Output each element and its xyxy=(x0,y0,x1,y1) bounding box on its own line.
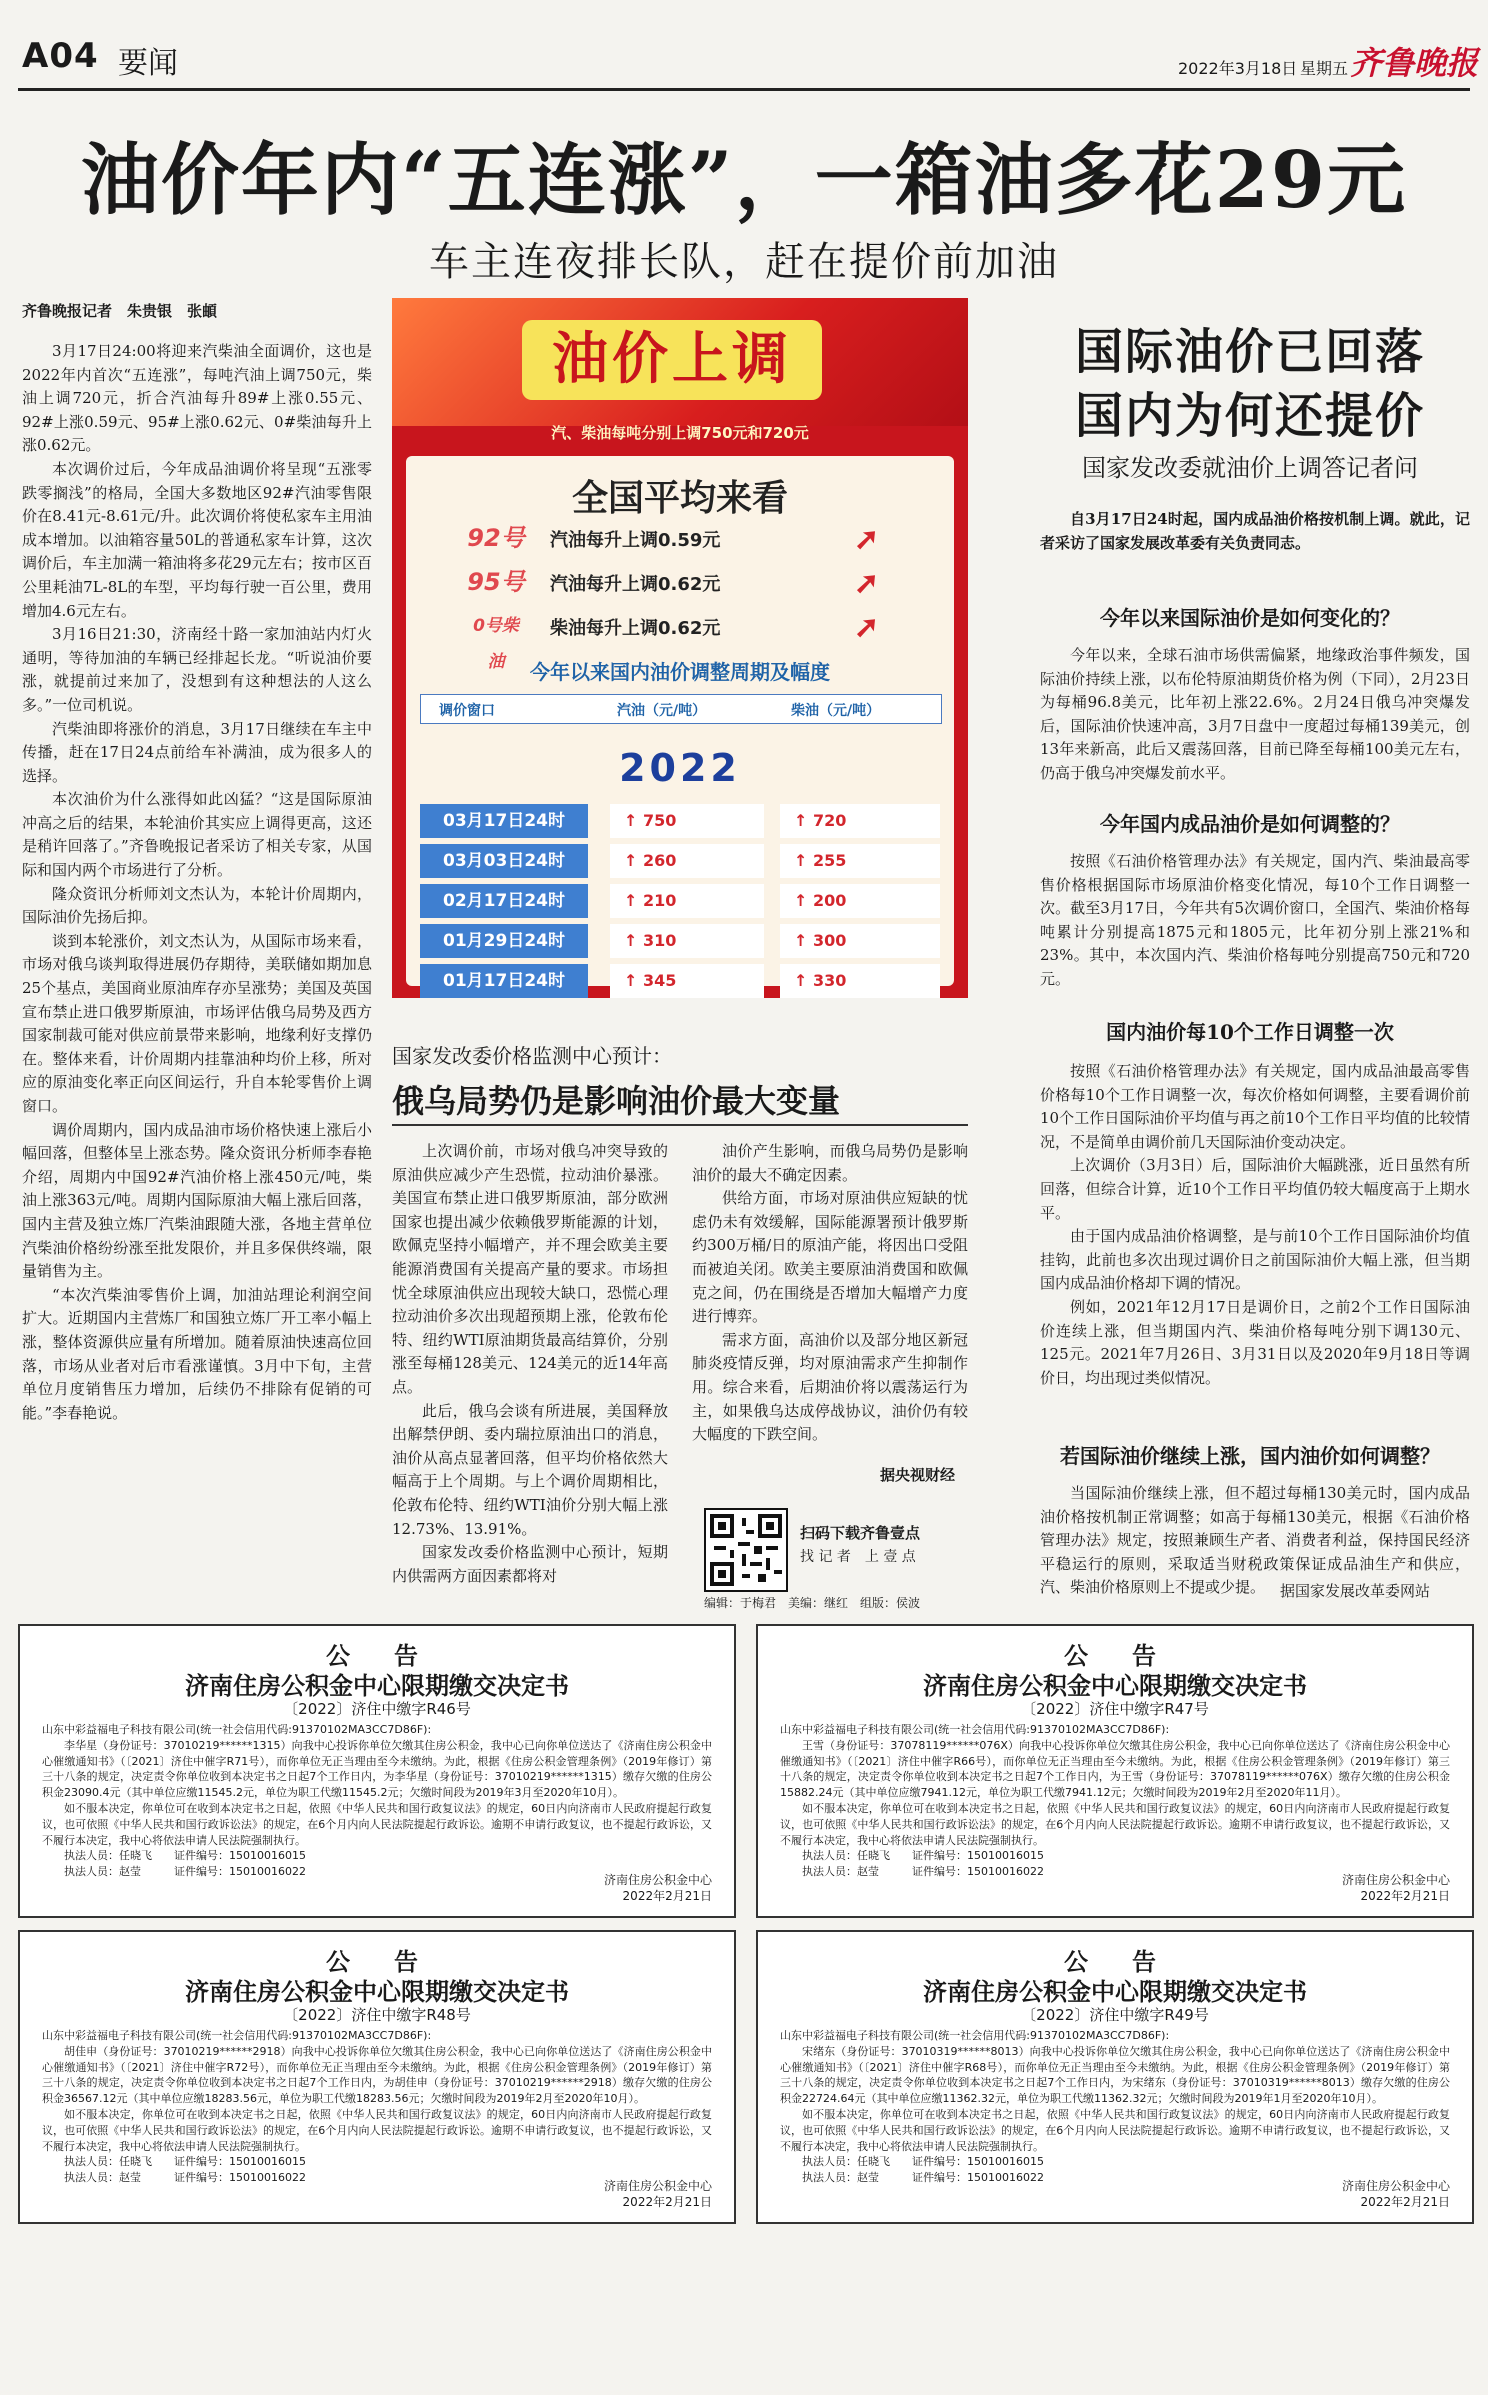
notice-footer xyxy=(604,2178,712,2210)
adjustment-date: 01月17日24时 xyxy=(420,964,588,998)
notice-number: 〔2022〕济住中缴字R49号 xyxy=(1021,2006,1209,2024)
col-window: 调价窗口 xyxy=(439,703,495,719)
answer-2: 按照《石油价格管理办法》有关规定，国内汽、柴油最高零售价格根据国际市场原油价格变化情况，每10个工作日调整一次。截至3月17日，今年共有5次调价窗口，全国汽、柴油价格每吨累计分别提高1875元和1805元，比年初分别上涨21%和23%。其中，本次国内汽、柴油价格每吨分别提高750元和720元。 xyxy=(1040,852,1470,988)
mid-article-title: 俄乌局势仍是影响油价最大变量 xyxy=(392,1082,841,1120)
adjustment-date: 03月17日24时 xyxy=(420,804,588,838)
notice-title: 济南住房公积金中心限期缴交决定书 xyxy=(923,1978,1307,2006)
paragraph: 国家发改委价格监测中心预计，短期内供需两方面因素都将对 xyxy=(392,1543,668,1585)
adjustment-row xyxy=(420,964,940,998)
notice-footer xyxy=(604,1872,712,1904)
issue-date: 2022年3月18日 xyxy=(1178,59,1298,78)
gasoline-increase xyxy=(610,884,764,918)
right-source: 据国家发展改革委网站 xyxy=(1280,1582,1431,1600)
notice-org: 济南住房公积金中心 xyxy=(603,1873,712,1887)
gasoline-increase xyxy=(610,844,764,878)
notice-footer xyxy=(1342,1872,1450,1904)
notice-date: 2022年2月21日 xyxy=(622,1889,712,1903)
notice-org: 济南住房公积金中心 xyxy=(1341,2179,1450,2193)
diesel-increase xyxy=(780,964,940,998)
paragraph: 由于国内成品油价格调整，是与前10个工作日国际油价均值挂钩，此前也多次出现过调价日之前国际油价大幅上涨，但当期国内成品油价格却下调的情况。 xyxy=(1040,1227,1470,1293)
notice-paragraph: 胡佳申（身份证号：37010219******2918）向我中心投诉你单位欠缴其住房公积金，我中心已向你单位送达了《济南住房公积金中心催缴通知书》（〔2021〕济住中催字R72号），而你单位无正当理由至今未缴纳。为此，根据《住房公积金管理条例》（2019年修订）第三十八条的规定，决定责令你单位收到本决定书之日起7个工作日内，为胡佳申（身份证号：37010219******2918）缴存欠缴的住房公积金36567.12元（其中单位应缴18283.56元，单位为职工代缴18283.56元；欠缴时间段为2019年2月至2020年10月）。 xyxy=(42,2044,712,2106)
paragraph: 此后，俄乌会谈有所进展，美国释放出解禁伊朗、委内瑞拉原油出口的消息，油价从高点显著回落，但平均价格依然大幅高于上个周期。与上个调价周期相比，伦敦布伦特、纽约WTI油价分别大幅上涨12.73%、13.91%。 xyxy=(392,1401,668,1538)
up-arrow-icon: ↑ xyxy=(624,931,638,950)
paragraph: 上次调价（3月3日）后，国际油价大幅跳涨，近日虽然有所回落，但综合计算，近10个工作日平均值仍较大幅度高于上期水平。 xyxy=(1040,1156,1470,1222)
notice-officer: 执法人员：赵莹 证件编号：15010016022 xyxy=(64,1865,306,1879)
public-notice xyxy=(18,1930,736,2224)
right-article-title: 国际油价已回落 国内为何还提价 xyxy=(1074,324,1425,444)
notice-body xyxy=(780,1722,1450,1880)
notice-title: 济南住房公积金中心限期缴交决定书 xyxy=(185,1672,569,1700)
notice-body xyxy=(42,1722,712,1880)
notice-number: 〔2022〕济住中缴字R46号 xyxy=(283,1700,471,1718)
notice-officer: 执法人员：任晓飞 证件编号：15010016015 xyxy=(802,2155,1044,2169)
main-headline: 油价年内“五连涨”，一箱油多花29元 xyxy=(80,135,1408,226)
notice-paragraph: 王雪（身份证号：37078119******076X）向我中心投诉你单位欠缴其住房公积金，我中心已向你单位送达了《济南住房公积金中心催缴通知书》（〔2021〕济住中催字R66号），而你单位无正当理由至今未缴纳。为此，根据《住房公积金管理条例》（2019年修订）第三十八条的规定，决定责令你单位收到本决定书之日起7个工作日内，为王雪（身份证号：37078119******076X）缴存欠缴的住房公积金15882.24元（其中单位应缴7941.12元，单位为职工代缴7941.12元；欠缴时间段为2019年2月至2020年11月）。 xyxy=(780,1738,1450,1800)
price-infographic xyxy=(392,298,968,998)
diesel-increase xyxy=(780,924,940,958)
fuel-badge: 95号 xyxy=(467,568,525,596)
section-name: 要闻 xyxy=(118,46,178,81)
notice-officer: 执法人员：任晓飞 证件编号：15010016015 xyxy=(64,1849,306,1863)
table-year: 2022 xyxy=(619,746,741,790)
qr-code-icon xyxy=(706,1510,786,1590)
editor-credits: 编辑：于梅君 美编：继红 组版：侯波 xyxy=(704,1596,921,1610)
notice-officer: 执法人员：赵莹 证件编号：15010016022 xyxy=(64,2171,306,2185)
gasoline-value: 210 xyxy=(642,891,677,910)
notice-paragraph: 如不服本决定，你单位可在收到本决定书之日起，依照《中华人民共和国行政复议法》的规定，60日内向济南市人民政府提起行政复议，也可依照《中华人民共和国行政诉讼法》的规定，在6个月内向人民法院提起行政诉讼。逾期不申请行政复议，也不提起行政诉讼，又不履行本决定，我中心将依法申请人民法院强制执行。 xyxy=(780,2107,1450,2153)
notice-officer: 执法人员：赵莹 证件编号：15010016022 xyxy=(802,2171,1044,2185)
notice-paragraph: 如不服本决定，你单位可在收到本决定书之日起，依照《中华人民共和国行政复议法》的规定，60日内向济南市人民政府提起行政复议，也可依照《中华人民共和国行政诉讼法》的规定，在6个月内向人民法院提起行政诉讼。逾期不申请行政复议，也不提起行政诉讼，又不履行本决定，我中心将依法申请人民法院强制执行。 xyxy=(780,1801,1450,1847)
notice-paragraph: 宋绪东（身份证号：37010319******8013）向我中心投诉你单位欠缴其住房公积金，我中心已向你单位送达了《济南住房公积金中心催缴通知书》（〔2021〕济住中催字R68号），而你单位无正当理由至今未缴纳。为此，根据《住房公积金管理条例》（2019年修订）第三十八条的规定，决定责令你单位收到本决定书之日起7个工作日内，为宋绪东（身份证号：37010319******8013）缴存欠缴的住房公积金22724.64元（其中单位应缴11362.32元，单位为职工代缴11362.32元；欠缴时间段为2019年1月至2020年10月）。 xyxy=(780,2044,1450,2106)
byline: 齐鲁晚报记者 朱贵银 张頔 xyxy=(22,302,218,320)
paragraph: 本次油价为什么涨得如此凶猛？“这是国际原油冲高之后的结果，本轮油价其实应上调得更高，这还是稍许回落了。”齐鲁晚报记者采访了相关专家，从国际和国内两个市场进行了分析。 xyxy=(22,790,372,880)
gasoline-increase xyxy=(610,964,764,998)
adjustment-date: 01月29日24时 xyxy=(420,924,588,958)
notice-footer xyxy=(1342,2178,1450,2210)
up-arrow-icon: ↑ xyxy=(624,811,638,830)
notice-date: 2022年2月21日 xyxy=(1360,2195,1450,2209)
diesel-value: 720 xyxy=(812,811,847,830)
notice-heading: 公 告 xyxy=(1064,1948,1166,1976)
gasoline-value: 310 xyxy=(642,931,677,950)
up-arrow-icon: ↑ xyxy=(794,811,808,830)
gasoline-value: 345 xyxy=(642,971,677,990)
up-arrow-icon: ➚ xyxy=(854,610,880,645)
gasoline-value: 750 xyxy=(642,811,677,830)
national-average-heading: 全国平均来看 xyxy=(571,478,788,519)
fuel-badge: 0号柴油 xyxy=(473,616,519,672)
gasoline-increase xyxy=(610,924,764,958)
notice-officer: 执法人员：任晓飞 证件编号：15010016015 xyxy=(64,2155,306,2169)
answer-4: 当国际油价继续上涨，但不超过每桶130美元时，国内成品油价格按机制正常调整；如高于每桶130美元，根据《石油价格管理办法》规定，按照兼顾生产者、消费者利益，保持国民经济平稳运行的原则，采取适当财税政策保证成品油生产和供应，汽、柴油价格原则上不提或少提。 xyxy=(1040,1484,1470,1597)
notice-heading: 公 告 xyxy=(1064,1642,1166,1670)
paragraph: 按照《石油价格管理办法》有关规定，国内成品油最高零售价格每10个工作日调整一次，每次价格如何调整，主要看调价前10个工作日国际油价平均值与再之前10个工作日平均值的比较情况，不是简单由调价前几天国际油价变动决定。 xyxy=(1040,1062,1470,1151)
infographic-strip: 汽、柴油每吨分别上调750元和720元 xyxy=(551,424,809,442)
question-3: 国内油价每10个工作日调整一次 xyxy=(1106,1020,1394,1044)
qr-subcaption: 找 记 者 上 壹 点 xyxy=(800,1549,916,1565)
left-article-column xyxy=(22,340,372,1600)
paragraph: 油价产生影响，而俄乌局势仍是影响油价的最大不确定因素。 xyxy=(692,1142,968,1184)
paragraph: 谈到本轮涨价，刘文杰认为，从国际市场来看，市场对俄乌谈判取得进展仍存期待，美联储如期加息25个基点，美国商业原油库存亦呈涨势；美国及英国宣布禁止进口俄罗斯原油，市场评估俄乌局势及西方国家制裁可能对供应前景带来影响，地缘利好支撑仍在。整体来看，计价周期内挂靠油种均价上移，所对应的原油变化率正向区间运行，升自本轮零售价上调窗口。 xyxy=(22,931,372,1115)
header-rule xyxy=(18,88,1470,91)
notice-officer: 执法人员：赵莹 证件编号：15010016022 xyxy=(802,1865,1044,1879)
paragraph: 例如，2021年12月17日是调价日，之前2个工作日国际油价连续上涨，但当期国内汽、柴油价格每吨分别下调130元、125元。2021年7月26日、3月31日以及2020年9月18日等调价日，均出现过类似情况。 xyxy=(1040,1297,1470,1387)
paragraph: 调价周期内，国内成品油市场价格快速上涨后小幅回落，但整体呈上涨态势。隆众资讯分析师李春艳介绍，周期内中国92#汽油价格上涨450元/吨，柴油上涨363元/吨。周期内国际原油大幅上涨后回落，国内主营及独立炼厂汽柴油跟随大涨，各地主营单位汽柴油价格纷纷涨至批发限价，并且多保供终端，限量销售为主。 xyxy=(22,1120,372,1281)
right-lead: 自3月17日24时起，国内成品油价格按机制上调。就此，记者采访了国家发展改革委有关负责同志。 xyxy=(1040,510,1470,552)
up-arrow-icon: ↑ xyxy=(794,851,808,870)
paragraph: 上次调价前，市场对俄乌冲突导致的原油供应减少产生恐慌，拉动油价暴涨。美国宣布禁止进口俄罗斯原油，部分欧洲国家也提出减少依赖俄罗斯能源的计划，欧佩克坚持小幅增产，并不理会欧美主要能源消费国有关提高产量的要求。市场担忧全球原油供应出现较大缺口，恐慌心理拉动油价多次出现超预期上涨，伦敦布伦特、纽约WTI原油期货最高结算价，分别涨至每桶128美元、124美元的近14年高点。 xyxy=(392,1142,668,1396)
question-2: 今年国内成品油价是如何调整的？ xyxy=(1100,812,1400,836)
fuel-increase-text: 柴油每升上调0.62元 xyxy=(550,618,721,639)
adjustment-row xyxy=(420,844,940,878)
public-notice xyxy=(18,1624,736,1918)
mid-article-kicker: 国家发改委价格监测中心预计： xyxy=(392,1044,672,1068)
public-notice xyxy=(756,1930,1474,2224)
fuel-row-95 xyxy=(466,564,896,600)
notice-date: 2022年2月21日 xyxy=(1360,1889,1450,1903)
notice-body xyxy=(42,2028,712,2186)
up-arrow-icon: ➚ xyxy=(854,566,880,601)
answer-1: 今年以来，全球石油市场供需偏紧，地缘政治事件频发，国际油价持续上涨，以布伦特原油期货价格为例（下同），2月23日为每桶96.8美元，比年初上涨22.6%。2月24日俄乌冲突爆发后，国际油价快速冲高，3月7日盘中一度超过每桶139美元，创13年来新高，此后又震荡回落，目前已降至每桶100美元左右，仍高于俄乌冲突爆发前水平。 xyxy=(1040,646,1470,782)
gasoline-value: 260 xyxy=(642,851,677,870)
diesel-increase xyxy=(780,804,940,838)
fuel-increase-text: 汽油每升上调0.62元 xyxy=(550,574,721,595)
weekday: 星期五 xyxy=(1300,59,1349,78)
infographic-title: 油价上调 xyxy=(522,320,822,400)
newspaper-logo: 齐鲁晚报 xyxy=(1350,44,1479,82)
diesel-increase xyxy=(780,844,940,878)
cycle-table-title: 今年以来国内油价调整周期及幅度 xyxy=(530,660,830,684)
notice-title: 济南住房公积金中心限期缴交决定书 xyxy=(185,1978,569,2006)
up-arrow-icon: ↑ xyxy=(794,931,808,950)
right-article-subtitle: 国家发改委就油价上调答记者问 xyxy=(1082,454,1418,482)
question-1: 今年以来国际油价是如何变化的？ xyxy=(1100,606,1400,630)
diesel-increase xyxy=(780,884,940,918)
notice-paragraph: 李华星（身份证号：37010219******1315）向我中心投诉你单位欠缴其住房公积金，我中心已向你单位送达了《济南住房公积金中心催缴通知书》（〔2021〕济住中催字R71号），而你单位无正当理由至今未缴纳。为此，根据《住房公积金管理条例》（2019年修订）第三十八条的规定，决定责令你单位收到本决定书之日起7个工作日内，为李华星（身份证号：37010219******1315）缴存欠缴的住房公积金23090.4元（其中单位应缴11545.2元，单位为职工代缴11545.2元；欠缴时间段为2019年3月至2020年10月）。 xyxy=(42,1738,712,1800)
adjustment-row xyxy=(420,884,940,918)
up-arrow-icon: ↑ xyxy=(794,971,808,990)
paragraph: 供给方面，市场对原油供应短缺的忧虑仍未有效缓解，国际能源署预计俄罗斯约300万桶/日的原油产能，将因出口受阻而被迫关闭。欧美主要原油消费国和欧佩克之间，仍在围绕是否增加大幅增产力度进行博弈。 xyxy=(692,1189,968,1326)
paragraph: “本次汽柴油零售价上调，加油站理论利润空间扩大。近期国内主营炼厂和国独立炼厂开工率小幅上涨，整体资源供应量有所增加。随着原油快速高位回落，市场从业者对后市看涨谨慎。3月中下旬，主营单位月度销售压力增加，后续仍不排除有促销的可能。”李春艳说。 xyxy=(22,1285,372,1422)
notice-number: 〔2022〕济住中缴字R47号 xyxy=(1021,1700,1209,1718)
notice-company: 山东中彩益福电子科技有限公司(统一社会信用代码:91370102MA3CC7D86F): xyxy=(42,1723,432,1736)
fuel-row-92 xyxy=(466,520,896,556)
col-gasoline: 汽油（元/吨） xyxy=(617,703,707,719)
up-arrow-icon: ↑ xyxy=(624,851,638,870)
diesel-value: 200 xyxy=(812,891,847,910)
page-number: A04 xyxy=(22,36,99,76)
notice-company: 山东中彩益福电子科技有限公司(统一社会信用代码:91370102MA3CC7D86F): xyxy=(780,2029,1170,2042)
qr-caption: 扫码下载齐鲁壹点 xyxy=(800,1524,921,1542)
adjustment-date: 02月17日24时 xyxy=(420,884,588,918)
paragraph: 3月16日21:30，济南经十路一家加油站内灯火通明，等待加油的车辆已经排起长龙。“听说油价要涨，就提前过来加了，没想到有这种想法的人这么多。”一位司机说。 xyxy=(22,625,372,714)
adjustment-row xyxy=(420,924,940,958)
notice-company: 山东中彩益福电子科技有限公司(统一社会信用代码:91370102MA3CC7D86F): xyxy=(42,2029,432,2042)
notice-paragraph: 如不服本决定，你单位可在收到本决定书之日起，依照《中华人民共和国行政复议法》的规定，60日内向济南市人民政府提起行政复议，也可依照《中华人民共和国行政诉讼法》的规定，在6个月内向人民法院提起行政诉讼。逾期不申请行政复议，也不提起行政诉讼，又不履行本决定，我中心将依法申请人民法院强制执行。 xyxy=(42,1801,712,1847)
mid-rule xyxy=(392,1124,968,1126)
up-arrow-icon: ➚ xyxy=(854,522,880,557)
up-arrow-icon: ↑ xyxy=(624,971,638,990)
question-4: 若国际油价继续上涨，国内油价如何调整？ xyxy=(1060,1444,1440,1468)
mid-article-col2 xyxy=(692,1140,968,1492)
adjustment-row xyxy=(420,804,940,838)
answer-3 xyxy=(1040,1060,1470,1440)
notice-title: 济南住房公积金中心限期缴交决定书 xyxy=(923,1672,1307,1700)
notice-number: 〔2022〕济住中缴字R48号 xyxy=(283,2006,471,2024)
public-notice xyxy=(756,1624,1474,1918)
mid-source: 据央视财经 xyxy=(880,1466,956,1484)
notice-org: 济南住房公积金中心 xyxy=(1341,1873,1450,1887)
up-arrow-icon: ↑ xyxy=(624,891,638,910)
notice-date: 2022年2月21日 xyxy=(622,2195,712,2209)
up-arrow-icon: ↑ xyxy=(794,891,808,910)
paragraph: 3月17日24:00将迎来汽柴油全面调价，这也是2022年内首次“五连涨”，每吨汽油上调750元，柴油上调720元，折合汽油每升89#上涨0.55元、92#上涨0.59元、95#上涨0.62元、0#柴油每升上涨0.62元。 xyxy=(22,342,372,455)
paragraph: 隆众资讯分析师刘文杰认为，本轮计价周期内，国际油价先扬后抑。 xyxy=(22,884,372,927)
notice-org: 济南住房公积金中心 xyxy=(603,2179,712,2193)
notice-officer: 执法人员：任晓飞 证件编号：15010016015 xyxy=(802,1849,1044,1863)
mid-article-col1 xyxy=(392,1140,668,1610)
gasoline-increase xyxy=(610,804,764,838)
notice-paragraph: 如不服本决定，你单位可在收到本决定书之日起，依照《中华人民共和国行政复议法》的规定，60日内向济南市人民政府提起行政复议，也可依照《中华人民共和国行政诉讼法》的规定，在6个月内向人民法院提起行政诉讼。逾期不申请行政复议，也不提起行政诉讼，又不履行本决定，我中心将依法申请人民法院强制执行。 xyxy=(42,2107,712,2153)
col-diesel: 柴油（元/吨） xyxy=(791,703,881,719)
paragraph: 需求方面，高油价以及部分地区新冠肺炎疫情反弹，均对原油需求产生抑制作用。综合来看，后期油价将以震荡运行为主，如果俄乌达成停战协议，油价仍有较大幅度的下跌空间。 xyxy=(692,1330,968,1444)
notice-heading: 公 告 xyxy=(326,1948,428,1976)
paragraph: 汽柴油即将涨价的消息，3月17日继续在车主中传播，赶在17日24点前给车补满油，成为很多人的选择。 xyxy=(22,719,372,785)
fuel-increase-text: 汽油每升上调0.59元 xyxy=(550,530,721,551)
fuel-badge: 92号 xyxy=(467,524,525,552)
notice-body xyxy=(780,2028,1450,2186)
cycle-table-header xyxy=(420,694,942,724)
diesel-value: 330 xyxy=(812,971,847,990)
qr-code[interactable] xyxy=(704,1508,788,1592)
notice-heading: 公 告 xyxy=(326,1642,428,1670)
infographic-panel xyxy=(406,456,954,991)
notice-company: 山东中彩益福电子科技有限公司(统一社会信用代码:91370102MA3CC7D86F): xyxy=(780,1723,1170,1736)
paragraph: 本次调价过后，今年成品油调价将呈现“五涨零跌零搁浅”的格局，全国大多数地区92#汽油零售限价在8.41元-8.61元/升。此次调价将使私家车主用油成本增加。以油箱容量50L的普通私家车计算，这次调价后，车主加满一箱油将多花29元左右；按市区百公里耗油7L-8L的车型，平均每行驶一百公里，费用增加4.6元左右。 xyxy=(22,459,372,620)
main-subtitle: 车主连夜排长队，赶在提价前加油 xyxy=(429,239,1059,285)
diesel-value: 255 xyxy=(812,851,847,870)
adjustment-date: 03月03日24时 xyxy=(420,844,588,878)
diesel-value: 300 xyxy=(812,931,847,950)
